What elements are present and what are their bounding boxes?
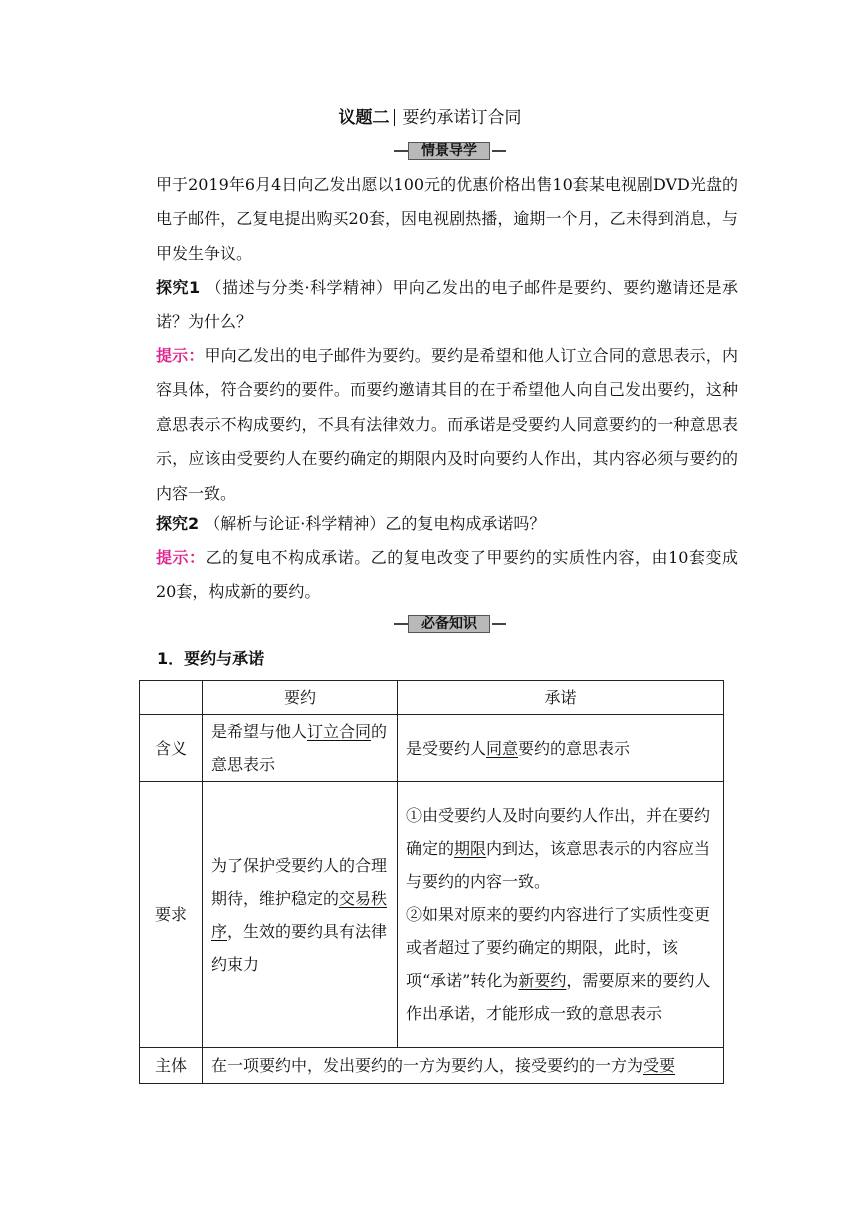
explore-2-hint	[118, 541, 738, 610]
heading-topic-title: 要约承诺订合同	[402, 108, 522, 128]
knowledge-banner-label: 必备知识	[408, 615, 490, 633]
row-label-subject: 主体	[140, 1048, 203, 1084]
offer-requirement-cell: 为了保护受要约人的合理期待，维护稳定的交易秩序，生效的要约具有法律约束力	[203, 782, 398, 1048]
header-acceptance: 承诺	[398, 681, 724, 715]
explore-1	[118, 271, 738, 340]
section-title: 1．要约与承诺	[157, 649, 265, 668]
row-label-requirement: 要求	[140, 782, 203, 1048]
heading-topic-number: 议题二	[338, 108, 390, 128]
heading-divider	[394, 109, 395, 126]
scenario-banner-label: 情景导学	[408, 142, 490, 160]
intro-paragraph: 甲于2019年6月4日向乙发出愿以100元的优惠价格出售10套某电视剧DVD光盘的电子邮件，乙复电提出购买20套，因电视剧热播，逾期一个月，乙未得到消息，与甲发生争议。	[156, 175, 738, 263]
hint-text: 甲向乙发出的电子邮件为要约。要约是希望和他人订立合同的意思表示，内容具体，符合要约的要件。而要约邀请其目的在于希望他人向自己发出要约，这种意思表示不构成要约，不具有法律效力。而承诺是受要约人同意要约的一种意思表示，应该由受要约人在要约确定的期限内及时向要约人作出，其内容必须与要约的内容一致。	[156, 346, 738, 503]
offer-acceptance-table	[139, 680, 724, 1084]
hint-label: 提示：	[156, 346, 205, 365]
hint-text: 乙的复电不构成承诺。乙的复电改变了甲要约的实质性内容，由10套变成20套，构成新的要约。	[156, 548, 738, 602]
subject-cell: 在一项要约中，发出要约的一方为要约人，接受要约的一方为受要	[203, 1048, 724, 1084]
offer-meaning-cell: 是希望与他人订立合同的意思表示	[203, 715, 398, 782]
explore-1-question: （描述与分类·科学精神）甲向乙发出的电子邮件是要约、要约邀请还是承诺？为什么？	[156, 278, 738, 332]
knowledge-banner	[394, 614, 506, 634]
explore-1-hint	[118, 339, 738, 511]
explore-2-label: 探究2	[156, 514, 200, 533]
explore-2	[118, 507, 738, 541]
row-label-meaning: 含义	[140, 715, 203, 782]
table-row	[140, 782, 724, 1048]
section-heading	[0, 103, 860, 128]
table-header-row	[140, 681, 724, 715]
table-row	[140, 715, 724, 782]
header-offer: 要约	[203, 681, 398, 715]
explore-2-question: （解析与论证·科学精神）乙的复电构成承诺吗？	[204, 514, 546, 533]
explore-1-label: 探究1	[156, 278, 201, 297]
hint-label: 提示：	[156, 548, 206, 567]
acceptance-requirement-cell: ①由受要约人及时向要约人作出，并在要约确定的期限内到达，该意思表示的内容应当与要约的内容一致。 ②如果对原来的要约内容进行了实质性变更或者超过了要约确定的期限，此时，该项“承诺”转化为新要约，需要原来的要约人作出承诺，才能形成一致的意思表示	[398, 782, 724, 1048]
scenario-banner	[394, 141, 506, 161]
acceptance-meaning-cell: 是受要约人同意要约的意思表示	[398, 715, 724, 782]
table-row	[140, 1048, 724, 1084]
